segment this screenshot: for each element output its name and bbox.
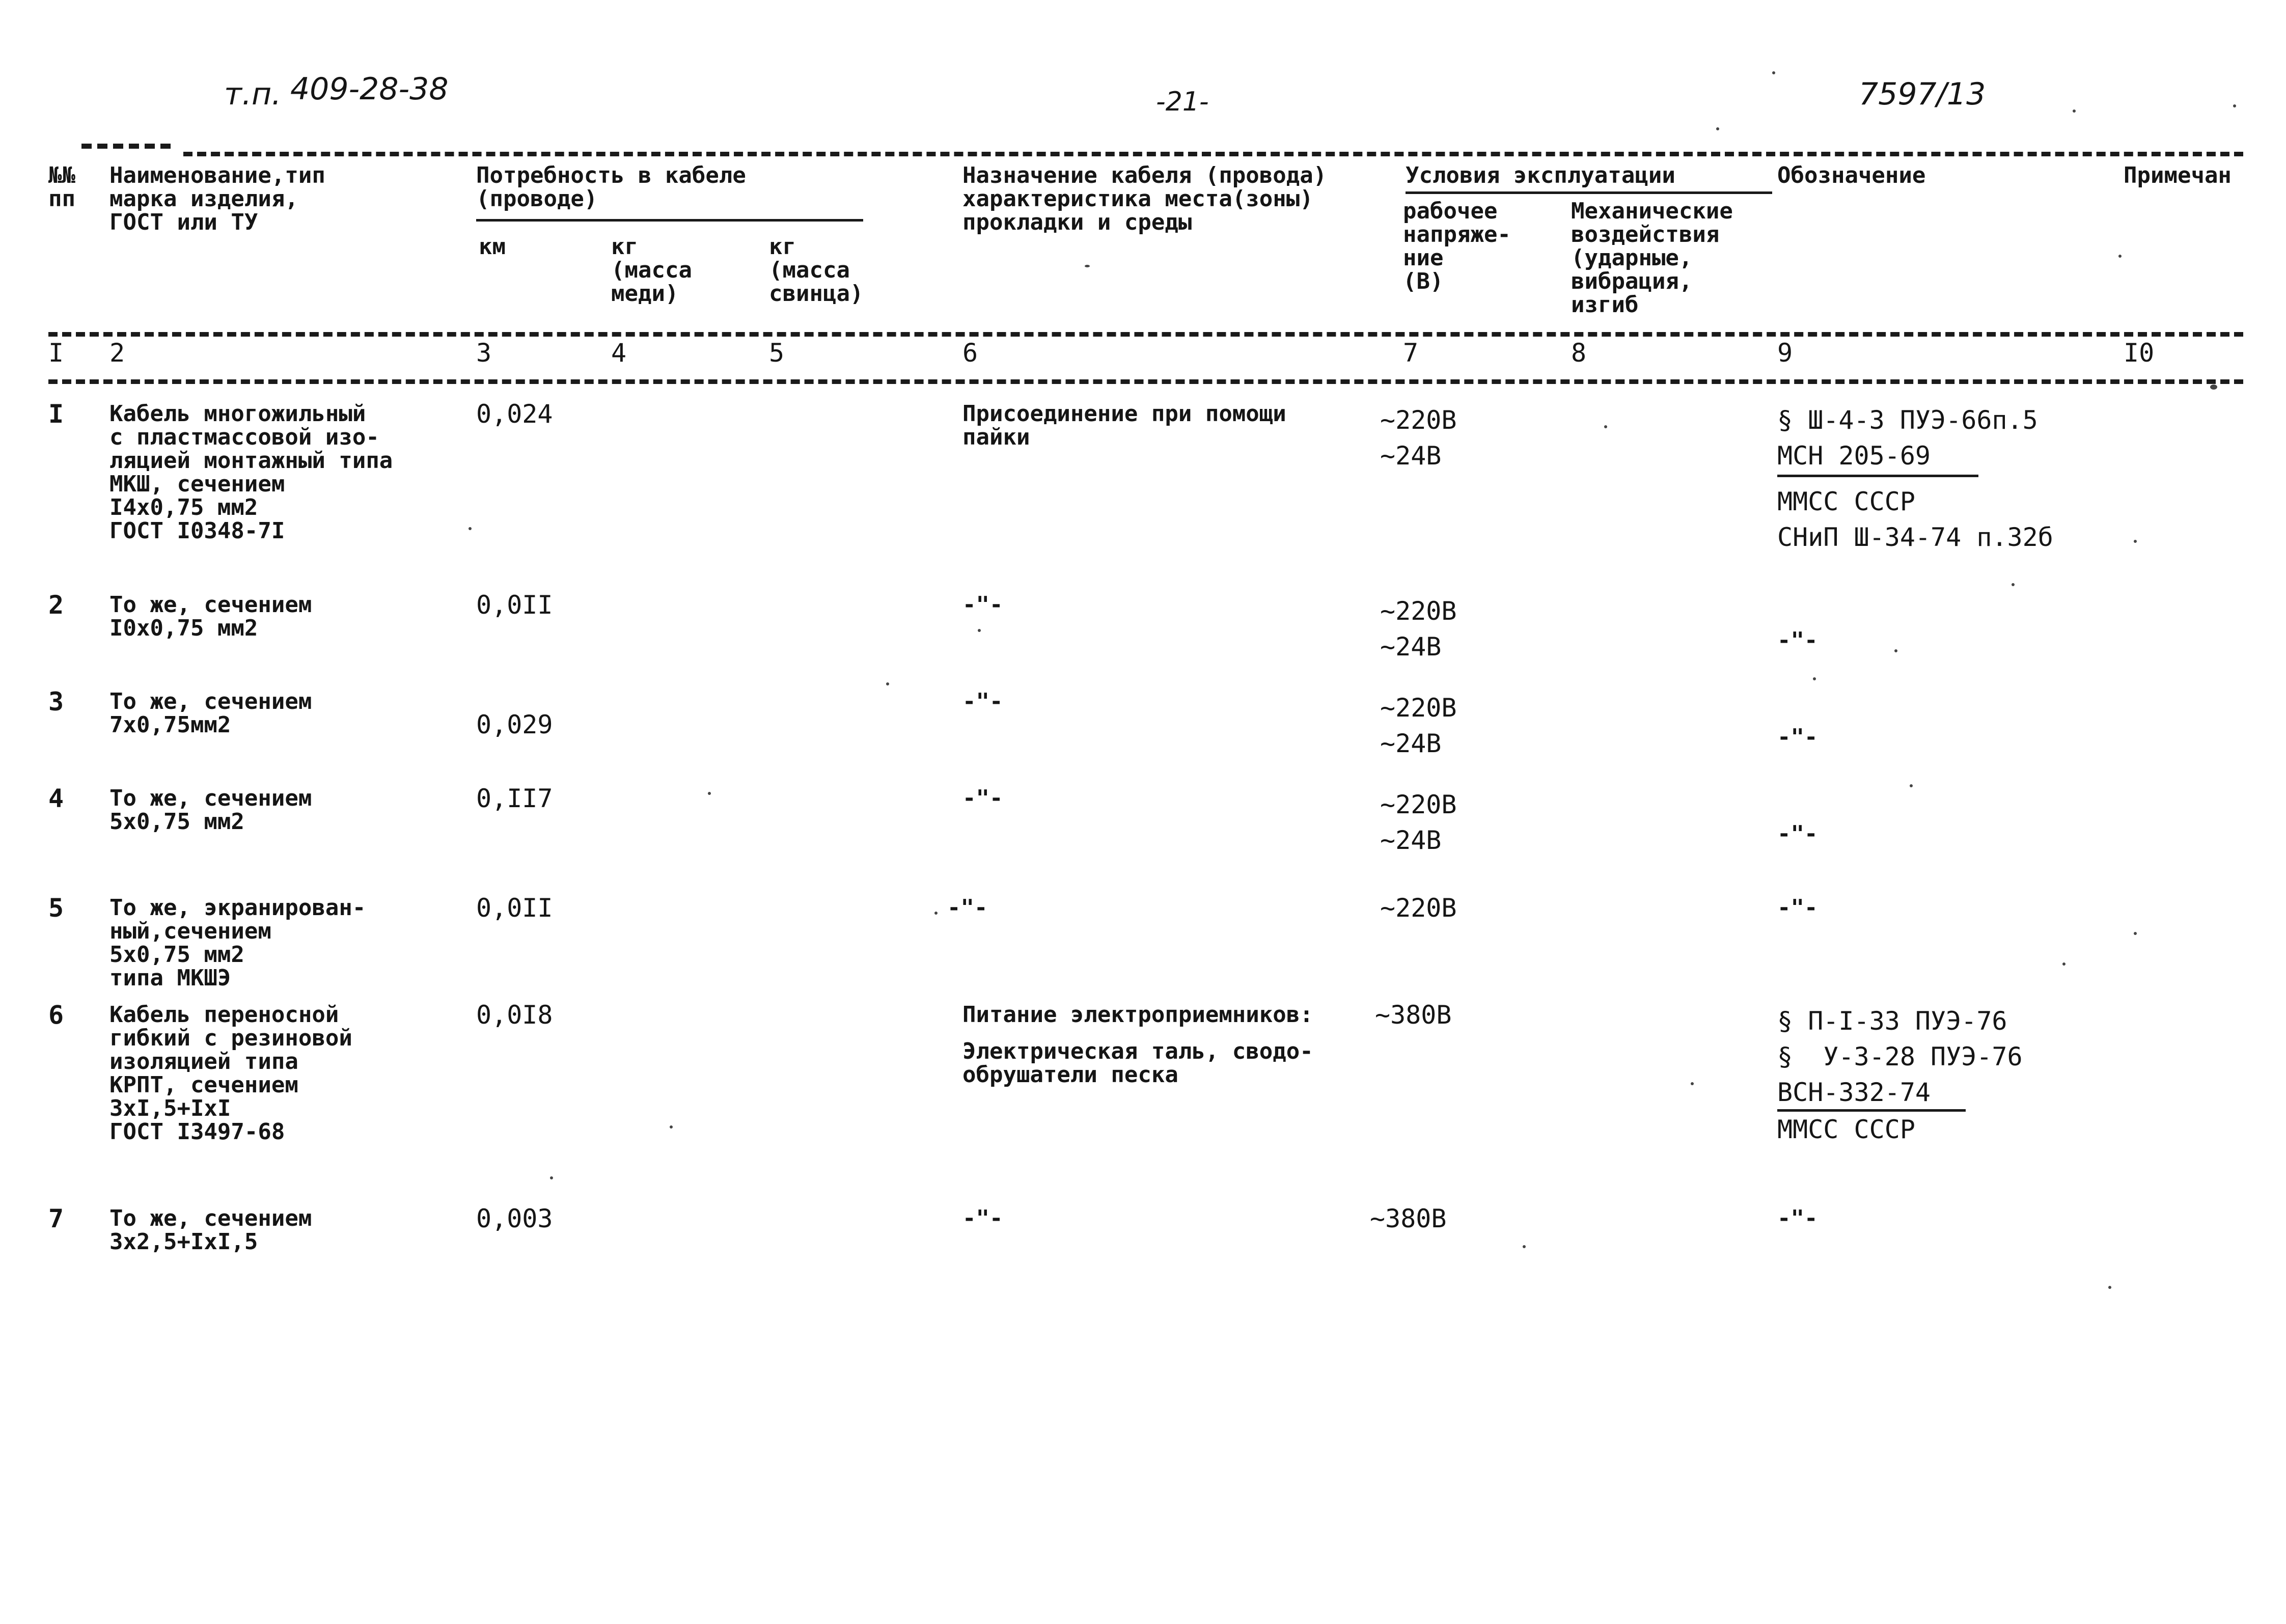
scan-speck: [550, 1176, 553, 1179]
row-voltage: ~220В ~24В: [1380, 596, 1457, 662]
column-number-10: I0: [2124, 338, 2155, 368]
demand-underline: [476, 219, 863, 222]
row-km: 0,0II: [476, 590, 553, 620]
column-header-demand: Потребность в кабеле (проводе): [476, 162, 746, 212]
row-voltage: ~220В ~24В: [1380, 790, 1457, 855]
column-number-2: 2: [109, 338, 125, 368]
column-header-kg-lead: кг (масса свинца): [769, 234, 864, 307]
scan-speck: [1085, 265, 1090, 267]
archive-number: 7597/13: [1859, 76, 1986, 112]
top-rule: [183, 152, 2243, 156]
row-designation-top: § П-I-33 ПУЭ-76 § У-3-28 ПУЭ-76 ВСН-332-74: [1777, 1006, 2023, 1107]
row-name: То же, сечением 7х0,75мм2: [109, 689, 312, 738]
column-number-8: 8: [1571, 338, 1587, 368]
row-purpose: -"-: [962, 1205, 1003, 1231]
row-name: Кабель многожильный с пластмассовой изо- ляцией монтажный типа МКШ, сечением I4x0,75 мм2 ГОСТ I0348-7I: [109, 401, 393, 544]
designation-fraction-line: [1777, 475, 1978, 477]
tp-label: т.п.: [224, 76, 282, 112]
top-rule-short: [81, 144, 171, 149]
row-purpose: Электрическая таль, сводо- обрушатели песка: [962, 1038, 1313, 1088]
row-number: 3: [48, 687, 64, 717]
row-name: То же, сечением 5х0,75 мм2: [109, 785, 312, 835]
column-number-1: I: [48, 338, 64, 368]
tp-number: 409-28-38: [290, 71, 449, 107]
scan-speck: [2233, 104, 2236, 107]
scan-speck: [2134, 540, 2137, 543]
column-header-purpose: Назначение кабеля (провода) характеристика места(зоны) прокладки и среды: [962, 162, 1327, 235]
column-header-kg-copper: кг (масса меди): [611, 234, 692, 307]
row-name: То же, сечением 3х2,5+IxI,5: [109, 1205, 312, 1255]
page-number: -21-: [1156, 87, 1209, 117]
row-designation: -"-: [1777, 821, 1818, 847]
row-designation-top: § Ш-4-3 ПУЭ-66п.5 МСН 205-69: [1777, 405, 2038, 471]
column-header-no: №№ пп: [48, 162, 75, 212]
row-designation: -"-: [1777, 724, 1818, 750]
row-number: 4: [48, 784, 64, 813]
column-number-rule: [48, 379, 2243, 384]
row-voltage: ~220В ~24В: [1380, 405, 1457, 471]
scan-speck: [1910, 784, 1913, 787]
scan-speck: [708, 792, 711, 795]
row-voltage: ~220В ~24В: [1380, 693, 1457, 758]
row-number: 2: [48, 590, 64, 620]
row-designation: -"-: [1777, 1205, 1818, 1231]
scan-speck: [1604, 425, 1607, 428]
row-km: 0,029: [476, 710, 553, 739]
column-number-5: 5: [769, 338, 785, 368]
column-header-km: км: [479, 234, 506, 260]
row-purpose-heading: Питание электроприемников:: [962, 1002, 1313, 1028]
column-number-3: 3: [476, 338, 492, 368]
column-header-name: Наименование,тип марка изделия, ГОСТ или ТУ: [109, 162, 325, 235]
row-purpose: -"-: [962, 689, 1003, 714]
row-name: То же, сечением I0x0,75 мм2: [109, 592, 312, 641]
scan-speck: [1894, 649, 1897, 652]
row-number: 5: [48, 893, 64, 923]
scan-speck: [1716, 127, 1719, 130]
row-designation: -"-: [1777, 895, 1818, 921]
column-header-designation: Обозначение: [1777, 162, 1926, 188]
row-voltage: ~380В: [1375, 1000, 1452, 1030]
scan-speck: [886, 682, 889, 685]
conditions-underline: [1406, 191, 1772, 194]
row-purpose: -"-: [947, 895, 988, 921]
scan-speck: [1813, 677, 1816, 680]
scan-speck: [2210, 384, 2217, 390]
row-purpose: -"-: [962, 785, 1003, 811]
column-number-6: 6: [962, 338, 978, 368]
row-km: 0,0II: [476, 893, 553, 923]
row-purpose: Присоединение при помощи пайки: [962, 401, 1286, 450]
row-voltage: ~220В: [1380, 893, 1457, 923]
column-number-7: 7: [1403, 338, 1419, 368]
column-header-conditions: Условия эксплуатации: [1406, 162, 1675, 188]
row-km: 0,024: [476, 399, 553, 429]
header-bottom-rule: [48, 332, 2243, 337]
column-header-note: Примечан: [2124, 162, 2232, 188]
scan-speck: [2062, 962, 2065, 966]
scan-speck: [2108, 1286, 2111, 1289]
row-designation: -"-: [1777, 627, 1818, 653]
designation-fraction-line: [1777, 1109, 1966, 1112]
scan-speck: [2073, 109, 2076, 113]
scan-speck: [2118, 255, 2122, 258]
scan-speck: [1691, 1082, 1694, 1085]
row-km: 0,003: [476, 1204, 553, 1233]
scan-speck: [670, 1125, 673, 1128]
column-number-4: 4: [611, 338, 627, 368]
scan-speck: [2134, 932, 2137, 935]
row-km: 0,II7: [476, 784, 553, 813]
row-designation-bottom: ММСС СССР: [1777, 1115, 1915, 1144]
scan-speck: [1523, 1245, 1526, 1248]
row-name: Кабель переносной гибкий с резиновой изоляцией типа КРПТ, сечением 3xI,5+IxI ГОСТ I3497-68: [109, 1002, 352, 1145]
row-voltage: ~380В: [1370, 1204, 1447, 1233]
column-header-mechanical: Механические воздействия (ударные, вибрация, изгиб: [1571, 198, 1733, 318]
row-number: 7: [48, 1204, 64, 1233]
scan-speck: [934, 912, 938, 915]
row-purpose: -"-: [962, 592, 1003, 618]
row-designation-bottom: ММСС СССР СНиП Ш-34-74 п.32б: [1777, 487, 2053, 552]
scan-speck: [1772, 71, 1775, 74]
column-number-9: 9: [1777, 338, 1793, 368]
row-number: 6: [48, 1000, 64, 1030]
scan-speck: [469, 527, 472, 530]
column-header-voltage: рабочее напряже- ние (В): [1403, 198, 1511, 294]
scan-speck: [2012, 583, 2015, 586]
row-number: I: [48, 399, 64, 429]
row-km: 0,0I8: [476, 1000, 553, 1030]
row-name: То же, экранирован- ный,сечением 5х0,75 мм2 типа МКШЭ: [109, 895, 366, 991]
scan-speck: [978, 629, 981, 632]
